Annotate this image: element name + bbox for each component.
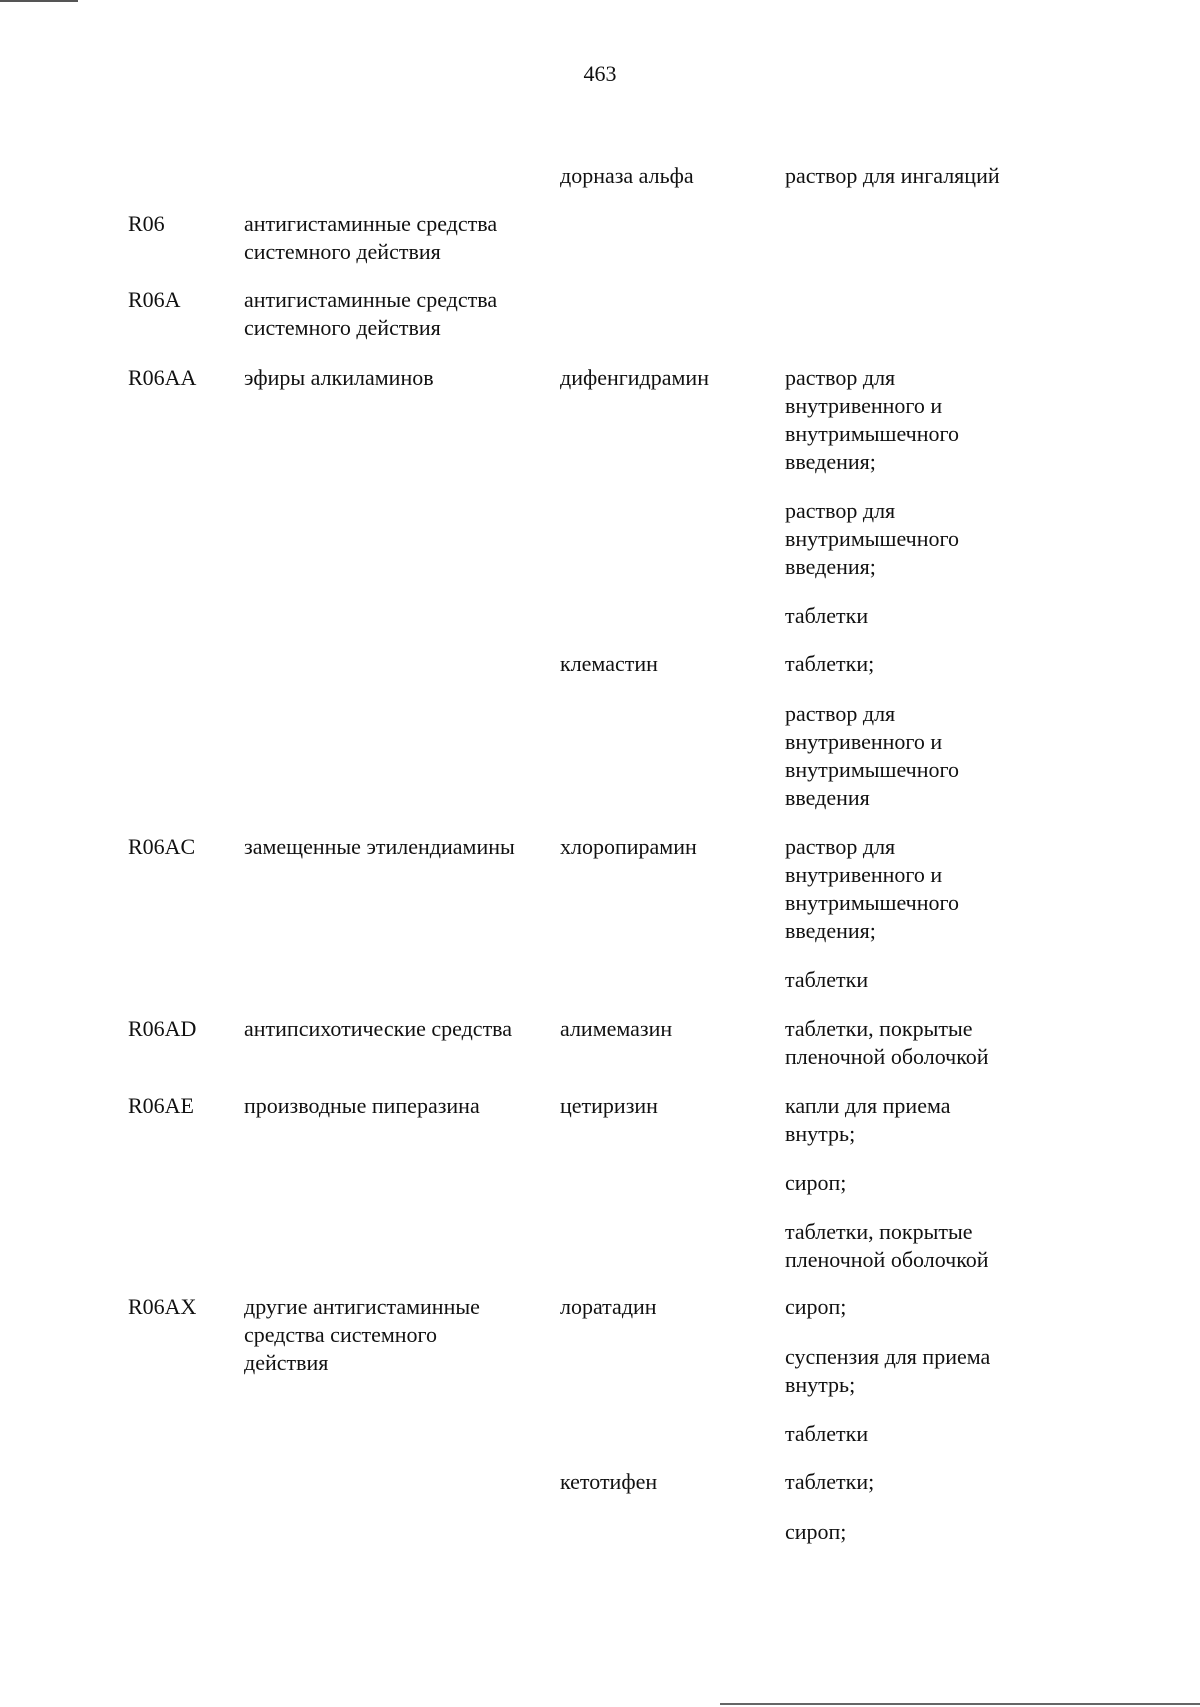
dosage-form-line: таблетки, покрытые — [785, 1016, 973, 1041]
atc-code: R06AE — [128, 1093, 194, 1118]
dosage-form-line: таблетки — [785, 967, 869, 992]
dosage-form-line: введения; — [785, 449, 876, 474]
dosage-form-line: введения; — [785, 554, 876, 579]
atc-code: R06 — [128, 211, 165, 236]
drug-name: лоратадин — [560, 1294, 657, 1319]
drug-name: дифенгидрамин — [560, 365, 709, 390]
atc-group-line: производные пиперазина — [244, 1093, 480, 1118]
dosage-form-line: капли для приема — [785, 1093, 951, 1118]
atc-code: R06AD — [128, 1016, 197, 1041]
atc-code: R06A — [128, 287, 181, 312]
drug-name: кетотифен — [560, 1469, 658, 1494]
drug-name: дорназа альфа — [560, 163, 694, 188]
dosage-form-line: таблетки; — [785, 651, 875, 676]
dosage-form-line: сироп; — [785, 1294, 847, 1319]
atc-group-line: средства системного — [244, 1322, 438, 1347]
dosage-form-line: пленочной оболочкой — [785, 1247, 989, 1272]
atc-group-line: антипсихотические средства — [244, 1016, 513, 1041]
drug-name: алимемазин — [560, 1016, 673, 1041]
dosage-form-line: раствор для — [785, 701, 896, 726]
atc-group-line: системного действия — [244, 315, 441, 340]
atc-group-line: другие антигистаминные — [244, 1294, 480, 1319]
dosage-form-line: пленочной оболочкой — [785, 1044, 989, 1069]
scan-edge-mark-top — [0, 0, 78, 2]
dosage-form-line: внутривенного и — [785, 862, 943, 887]
dosage-form-line: внутримышечного — [785, 526, 959, 551]
dosage-form-line: таблетки; — [785, 1469, 875, 1494]
dosage-form-line: таблетки — [785, 603, 869, 628]
dosage-form-line: таблетки, покрытые — [785, 1219, 973, 1244]
dosage-form-line: раствор для ингаляций — [785, 163, 1000, 188]
page-number: 463 — [583, 61, 617, 86]
atc-code: R06AC — [128, 834, 196, 859]
atc-group-line: антигистаминные средства — [244, 287, 498, 312]
drug-name: хлоропирамин — [560, 834, 697, 859]
dosage-form-line: раствор для — [785, 498, 896, 523]
dosage-form-line: внутримышечного — [785, 890, 959, 915]
dosage-form-line: внутривенного и — [785, 393, 943, 418]
dosage-form-line: внутривенного и — [785, 729, 943, 754]
scan-edge-mark-bottom — [720, 1703, 1200, 1705]
dosage-form-line: таблетки — [785, 1421, 869, 1446]
atc-group-line: системного действия — [244, 239, 441, 264]
dosage-form-line: раствор для — [785, 365, 896, 390]
atc-group-line: антигистаминные средства — [244, 211, 498, 236]
dosage-form-line: суспензия для приема — [785, 1344, 991, 1369]
dosage-form-line: введения; — [785, 918, 876, 943]
atc-code: R06AX — [128, 1294, 197, 1319]
drug-name: клемастин — [560, 651, 658, 676]
atc-group-line: действия — [244, 1350, 329, 1375]
dosage-form-line: сироп; — [785, 1519, 847, 1544]
atc-code: R06AA — [128, 365, 197, 390]
dosage-form-line: внутрь; — [785, 1372, 856, 1397]
dosage-form-line: внутримышечного — [785, 757, 959, 782]
dosage-form-line: раствор для — [785, 834, 896, 859]
dosage-form-line: введения — [785, 785, 870, 810]
dosage-form-line: внутрь; — [785, 1121, 856, 1146]
dosage-form-line: сироп; — [785, 1170, 847, 1195]
drug-name: цетиризин — [560, 1093, 658, 1118]
atc-group-line: эфиры алкиламинов — [244, 365, 434, 390]
atc-group-line: замещенные этилендиамины — [244, 834, 515, 859]
dosage-form-line: внутримышечного — [785, 421, 959, 446]
